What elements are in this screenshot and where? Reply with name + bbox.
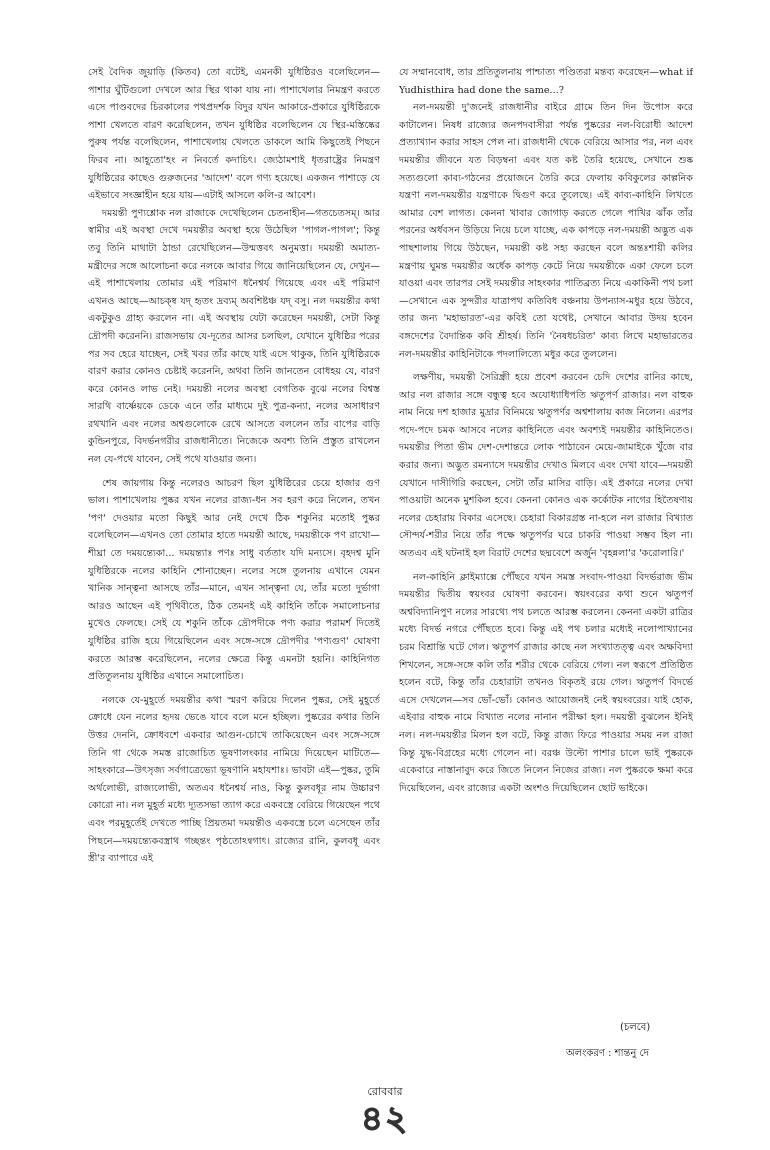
paragraph-text: যে সম্মানবোধ, তার প্রতিতুলনায় পাশ্চাত্য পণ্ডিতরা মন্তব্য করেছেন— <box>399 67 659 78</box>
article-column-right <box>399 64 693 1014</box>
paragraph: লক্ষণীয়, দময়ন্তী সৈরিন্ধ্রী হয়ে প্রবেশ করবেন চেদি দেশের রানির কাছে, আর নল রাজার সঙ্গে বন্ধুত্ব হবে অযোধ্যাধিপতি ঋতুপর্ণ রাজার। নল বাহুক নাম নিয়ে দশ হাজার মুদ্রার বিনিময়ে ঋতুপর্ণর অশ্বশালায় কাজ নিলেন। এরপর পদে-পদে চমক আসবে নলের কাহিনিতে এবং অবশ্যই দময়ন্তীর কাহিনিতেও। দময়ন্তীর পিতা ভীম দেশ-দেশান্তরে লোক পাঠাবেন মেয়ে-জামাইকে খুঁজে বার করার জন্য। অদ্ভুত রমন্যাসে দময়ন্তীর দেখাও মিলবে এবং দেখা যাবে—দময়ন্তী যেখানে দাসীগিরি করছেন, সেটা তাঁর মাসির বাড়ি। এই প্রকারে নলের দেখা পাওয়াটা অনেক মুশকিল হবে। কেননা কোনও এক কর্কোটক নাগের হিতৈষণায় নলের চেহারায় বিকার এসেছে। চেহারা বিকারগ্রস্ত না-হলে নল রাজার বিখ্যাত সৌন্দর্য-শরীর নিয়ে তাঁর পক্ষে ঋতুপর্ণর ঘরে চাকরি পাওয়া সম্ভব হিল না। অতএব এই ঘটনাই হল বিরাট দেশের ছদ্মবেশে অর্জুন 'বৃহন্নলা'র 'করোলারি।' <box>399 372 693 560</box>
article-column-left <box>88 64 380 1064</box>
illustration-credit: অলংকরণ : শান্তনু দে <box>566 1048 649 1059</box>
paragraph: সেই বৈদিক জুয়াড়ি (কিতব) তো বটেই, এমনকী যুধিষ্ঠিরও বলেছিলেন—পাশার ঘুঁটিগুলো দেখলে আর স্থির থাকা যায় না। পাশাখেলার নিমন্ত্রণ করতে এসে পাণ্ডবদের চিরকালের পথপ্রদর্শক বিদুর যখন আকারে-প্রকারে যুধিষ্ঠিরকে পাশা খেলতে বারণ করেছিলেন, তখন যুধিষ্ঠির বলেছিলেন যে স্থির-মস্তিষ্কের পুরুষ পর্যন্ত বলেছিলেন, পাশাখেলায় খেলতে ডাকলে আমি কিছুতেই পিছনে ফিরব না। আহূতো'হং ন নিবর্তে কদাচিৎ। জ্যেঠামশাই ধৃতরাষ্ট্রের নিমন্ত্রণ যুধিষ্ঠিরের কাছেও গুরুজনের 'আদেশ' বলে গণ্য হয়েছে। একজন পাশাড়ে যে এইভাবে সংজ্ঞাহীন হয়ে যায়—এটাই আসলে কলি-র আবেশ। <box>88 67 380 202</box>
paragraph: নল-দময়ন্তী দু'জনেই রাজধানীর বাইরে গ্রামে তিন দিন উপোস করে কাটালেন। নিষধ রাজ্যের জনপদবাসীরা পর্যন্ত পুষ্করের নল-বিরোধী আদেশ প্রত্যাখ্যান করার সাহস পেল না। রাজধানী থেকে বেরিয়ে আসার পর, নল এবং দময়ন্তীর জীবনে যত বিড়ম্বনা এবং যত কষ্ট তৈরি হয়েছে, সেখানে শুষ্ক সত্যগুলো কাব্য-গঠনের প্রয়োজনে তৈরি করে ফেলায় কবিকুলের কাল্পনিক যন্ত্রণা নল-দময়ন্তীর যন্ত্রণাকে দ্বিগুণ করে তুলেছে। এই কাব্য-কাহিনি লিখতে আমার বেশ লাগত। কেননা খাবার জোগাড় করতে গেলে পাখির ঝাঁক তাঁর পরনের অর্ধবসন উড়িয়ে নিয়ে চলে যাচ্ছে, এক কাপড়ে নল-দময়ন্তী অদ্ভুত এক পাছশালায় গিয়ে উঠছেন, দময়ন্তী কষ্ট সহ্য করছেন বলে অন্তঃশায়ী কলির মন্ত্রণায় ঘুমন্ত দময়ন্তীর অর্ধেক কাপড় কেটে নিয়ে দময়ন্তীকে একা ফেলে চলে যাওয়া এবং তারপর সেই দময়ন্তীর সাহংকার পাতিব্রত্য নিয়ে একাকিনী পথ চলা—সেখানে এক সুন্দরীর যাত্রাপথ কতিবিধ বঞ্চনায় উপন্যাস-মধুর হয়ে উঠবে, তার জন্য 'মহাভারত'-এর কবিই তো যথেষ্ট, সেখানে আবার উদয় হবেন বঙ্গদেশের বৈদান্তিক কবি শ্রীহর্ষ। তিনি 'নৈষধচরিত' কাব্য লিখে মহাভারতের নল-দময়ন্তীর কাহিনিটাকে পদলালিত্যে মধুর করে তুললেন। <box>399 102 693 360</box>
page-number: ৪২ <box>360 1099 410 1139</box>
paragraph: দময়ন্তী পুণ্যশ্লোক নল রাজাকে দেখেছিলেন চেতনাহীন—গতচেতসম্। আর স্বামীর এই অবস্থা দেখে দময়ন্তীর অবস্থা হয়ে উঠেছিল 'পাগল-পাগল'; কিন্তু তবু তিনি মাথাটা ঠান্ডা রেখেছিলেন—উন্মত্তবৎ অনুমত্তা। দময়ন্তী অমাত্য-মন্ত্রীদের সঙ্গে আলোচনা করে নলকে আবার গিয়ে জানিয়েছিলেন যে, দেখুন—এই পাশাখেলায় তোমার এই পরিমাণ ধনৈশ্বর্য গিয়েছে এবং এই পরিমাণ এখনও আছে—আচক্ষ্ব যদ্ হৃতং দ্রব্যম্ অবশিষ্টঞ্চ যদ্ বসু। নল দময়ন্তীর কথা একটুকুও গ্রাহ্য করলেন না। এই অবস্থায় যেটা করেছেন দময়ন্তী, সেটা কিন্তু দ্রৌপদী করেননি। রাজসভায় যে-দূতের আসর চলছিল, যেখানে যুধিষ্ঠির পরের পর সব হেরে যাচ্ছেন, সেই খবর তাঁর কাছে যাই এসে থাকুক, তিনি যুধিষ্ঠিরকে বারণ করার কোনও চেষ্টাই করেননি, অথবা তিনি জানতেন বোধহয় যে, বারণ করে কোনও লাভ নেই। দময়ন্তী নলের অবস্থা বেগতিক বুঝে নলের বিশ্বস্ত সারথি বার্ষ্ণেয়কে ডেকে এনে তাঁর মাধ্যমে দুই পুত্র-কন্যা, নলের অসাধারণ রথখানি এবং নলের অশ্বগুলোকে রেখে আসতে বললেন তাঁর বাপের বাড়ি কুন্ডিনপুরে, বিদর্ভনগরীর রাজধানীতে। নিজেকে অবশ্য তিনি প্রস্তুত রাখলেন নল যে-পথে যাবেন, সেই পথে যাওয়ার জন্য। <box>88 207 380 466</box>
paragraph: নলকে যে-মুহূর্তে দময়ন্তীর কথা স্মরণ করিয়ে দিলেন পুষ্কর, সেই মুহূর্তে ক্রোধে যেন নলের হৃদয় ভেঙে যাবে বলে মনে হচ্ছিল। পুষ্করের কথার তিনি উত্তর দেননি, ক্রোধবশে একবার আগুন-চোখে তাকিয়েছেন এবং সঙ্গে-সঙ্গে তিনি গা থেকে সমস্ত রাজোচিত ভূষণালংকার নামিয়ে দিয়েছেন মাটিতে—সাহংকারে—উৎসৃজ্য সর্বগাত্রেভ্যো ভূষণানি মহাযশাঃ। ভাবটা এই—পুষ্কর, তুমি অর্থলোভী, রাজ্যলোভী, অতএব ধনৈশ্বর্য নাও, কিন্তু কুলবধূর নাম উচ্চারণ কোরো না। নল মুহূর্ত মধ্যে দ্যূতসভা ত্যাগ করে একবস্ত্রে বেরিয়ে গিয়েছেন পথে এবং পরমুহূর্তেই দেখতে পাচ্ছি প্রিয়তমা দময়ন্তীও একবস্ত্রে চলে এসেছেন তাঁর পিছনে—দময়ন্ত্যেকবস্ত্রাথ গচ্ছন্তং পৃষ্ঠতোঽন্বগাৎ। রাজ্যের রানি, কুলবধূ এবং স্ত্রী'র ব্যাপারে এই <box>88 694 380 865</box>
english-quote: what if Yudhisthira had done the same...? <box>399 67 693 96</box>
magazine-name: রোববার <box>367 1085 403 1098</box>
paragraph <box>399 64 693 99</box>
paragraph: শেষ জায়গায় কিন্তু নলেরও আচরণ ছিল যুধিষ্ঠিরের চেয়ে হাজার গুণ ভাল। পাশাখেলায় পুষ্কর যখন নলের রাজ্য-ধন সব হরণ করে নিলেন, তখন 'পণ' দেওয়ার মতো কিছুই আর নেই দেখে ঠিক শকুনির মতোই পুষ্কর বলেছিলেন—এখনও তো তোমার হাতে দময়ন্তী আছে, দময়ন্তীকে পণ রাখো—শীঘ্রা তে দময়ন্ত্যেকা... দময়ন্ত্যাঃ পণঃ সাধু বর্ততাং যদি মন্যসে। বৃহদশ্ব মুনি যুধিষ্ঠিরকে নলের কাহিনি শোনাচ্ছেন। নলের সঙ্গে তুলনায় এখানে যেমন খানিক সান্ত্বনা আসছে তাঁর—মানে, এখন সান্ত্বনা যে, তাঁর মতো দুর্ভাগা আরও আছেন এই পৃথিবীতে, ঠিক তেমনই এই কাহিনি তাঁকে সমালোচনার মুখেও ফেলছে। সেই যে শকুনি তাঁকে দ্রৌপদীকে পণ্য করার পরামর্শ দিতেই যুধিষ্ঠির রাজি হয়ে গিয়েছিলেন এবং সঙ্গে-সঙ্গে দ্রৌপদীর 'পণ্যগুণ' ঘোষণা করতে আরম্ভ করেছিলেন, নলের ক্ষেত্রে কিন্তু এমনটা হয়নি। কাহিনিগত প্রতিতুলনায় যুধিষ্ঠির এখানে সমালোচিত। <box>88 477 380 683</box>
continued-note: (চলবে) <box>620 1022 651 1033</box>
paragraph: নল-কাহিনি ক্লাইম্যাক্সে পৌঁছবে যখন সমস্ত সংবাদ-পাওয়া বিদর্ভরাজ ভীম দময়ন্তীর দ্বিতীয় স্বয়ংবর ঘোষণা করবেন। স্বয়ংবরের কথা শুনে ঋতুপর্ণ অশ্ববিদ্যানিপুণ নলের সারথ্যে পথ চলতে আরম্ভ করলেন। কেননা একটা রাত্রির মধ্যে বিদর্ভ নগরে পৌঁছতে হবে। কিন্তু এই পথ চলার মধ্যেই নলোপাখ্যানের চরম বিশ্রান্তি ঘটে গেল। ঋতুপর্ণ রাজার কাছে নল সংখ্যাতত্ত্ব এবং অক্ষবিদ্যা শিখলেন, সঙ্গে-সঙ্গে কলি তাঁর শরীর থেকে বেরিয়ে গেল। নল স্বরূপে প্রতিষ্ঠিত হলেন বটে, কিন্তু তাঁর চেহারাটা তখনও বিকৃতই রয়ে গেল। ঋতুপর্ণ বিদর্ভে এসে দেখলেন—সব ভোঁ-ভোঁ। কোনও আয়োজনই নেই স্বয়ংবরের। যাই হোক, এইবার বাহুক নামে বিখ্যাত নলের নানান পরীক্ষা হল। দময়ন্তী বুঝলেন ইনিই নল। নল-দময়ন্তীর মিলন হল বটে, কিন্তু রাজ্য ফিরে পাওয়ার সময় নল রাজা কিন্তু যুদ্ধ-বিগ্রহের মধ্যে গেলেন না। বরঞ্চ উল্টো পাশার চালে ভাই পুষ্করকে একেবারে নাস্তানাবুদ করে জিতে নিলেন নিজের রাজ্য। নল পুষ্করকে ক্ষমা করে দিয়েছিলেন, এবং রাজ্যের একটা অংশও দিয়েছিলেন ছোট ভাইকে। <box>399 571 693 794</box>
